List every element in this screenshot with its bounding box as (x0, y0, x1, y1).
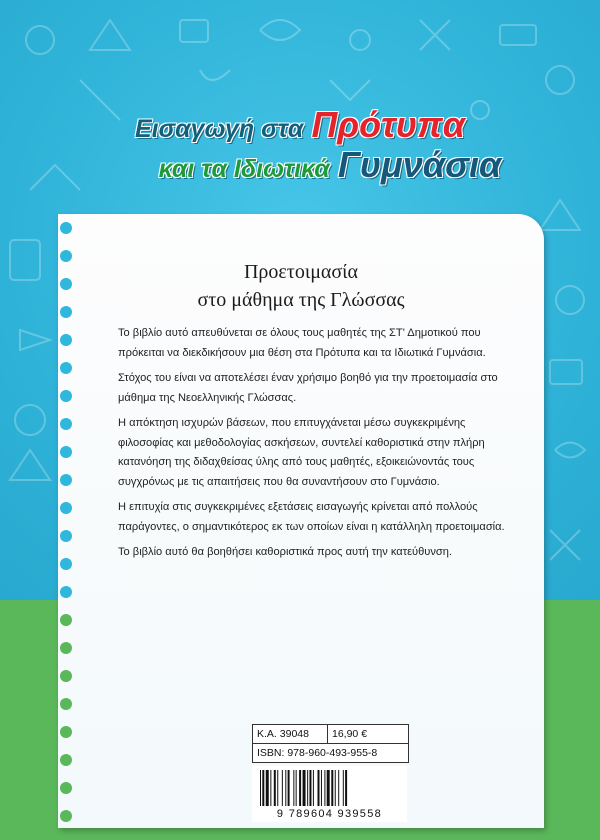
barcode-bar (313, 770, 314, 806)
barcode-bar (331, 770, 333, 806)
barcode-number: 9 789604 939558 (276, 808, 383, 820)
barcode-bar (345, 770, 347, 806)
barcode-bar (282, 770, 283, 806)
title-highlight-gymnasia: Γυμνάσια (337, 144, 502, 185)
subject-heading (58, 258, 544, 314)
barcode-bar (321, 770, 322, 806)
title-fragment: και τα Ιδιωτικά (158, 155, 330, 183)
price: 16,90 € (332, 728, 368, 740)
book-description (118, 324, 518, 569)
barcode-bar (318, 770, 320, 806)
description-paragraph: Το βιβλίο αυτό θα βοηθήσει καθοριστικά προς αυτή την κατεύθυνση. (118, 546, 452, 558)
subject-line-1: Προετοιμασία (243, 261, 359, 283)
title-highlight-protypa: Πρότυπα (311, 104, 466, 145)
description-paragraph: Στόχος του είναι να αποτελέσει έναν χρήσιμο βοηθό για την προετοιμασία στο μάθημα της Νεοελληνικής Γλώσσας. (118, 372, 498, 404)
barcode-bar (293, 770, 294, 806)
description-paragraph: Η επιτυχία στις συγκεκριμένες εξετάσεις εισαγωγής κρίνεται από πολλούς παράγοντες, ο σημαντικότερος εκ των οποίων είναι η κατάλληλη προετοιμασία. (118, 501, 505, 533)
price-info-box (252, 724, 409, 763)
barcode-bar (262, 770, 264, 806)
barcode-bar (324, 770, 325, 806)
barcode-bar (303, 770, 306, 806)
subject-line-2: στο μάθημα της Γλώσσας (197, 289, 405, 311)
barcode-bar (277, 770, 278, 806)
description-paragraph: Η απόκτηση ισχυρών βάσεων, που επιτυγχάνεται μέσω συγκεκριμένης φιλοσοφίας και μεθοδολογίας ασκήσεων, συντελεί καθοριστικά στην πλήρη κατανόηση της διδαχθείσας ύλης από τους μαθητές, εξοικειώνοντάς τους συγχρόνως με τις απαιτήσεις που θα συναντήσουν στο Γυμνάσιο. (118, 417, 485, 488)
barcode-bar (285, 770, 286, 806)
barcode-bar (343, 770, 344, 806)
cover-title-line-1 (0, 104, 600, 146)
barcode-bar (335, 770, 336, 806)
barcode-bar (338, 770, 339, 806)
isbn: ISBN: 978-960-493-955-8 (257, 747, 378, 759)
price-row (253, 725, 408, 744)
barcode-bar (288, 770, 290, 806)
barcode-bar (260, 770, 261, 806)
barcode-bar (299, 770, 301, 806)
barcode-bar (266, 770, 269, 806)
barcode-bar (309, 770, 311, 806)
barcode-bar (296, 770, 297, 806)
isbn-barcode (252, 766, 407, 822)
product-code: Κ.Α. 39048 (253, 725, 328, 743)
barcode-bar (274, 770, 276, 806)
cover-title-line-2 (0, 144, 600, 186)
barcode-bar (270, 770, 271, 806)
barcode-bar (307, 770, 308, 806)
barcode-bars (260, 770, 400, 810)
description-paragraph: Το βιβλίο αυτό απευθύνεται σε όλους τους μαθητές της ΣΤ' Δημοτικού που πρόκειται να διεκδικήσουν μια θέση στα Πρότυπα και τα Ιδιωτικά Γυμνάσια. (118, 327, 486, 359)
barcode-bar (327, 770, 330, 806)
title-fragment: Εισαγωγή στα (134, 115, 304, 143)
